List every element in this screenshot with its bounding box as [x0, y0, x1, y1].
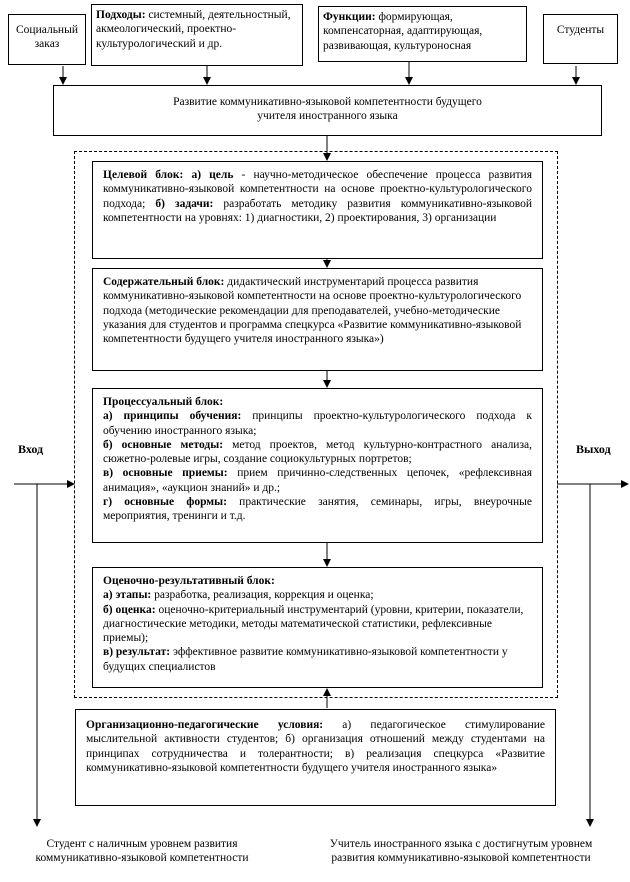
target-block-title: Целевой блок:	[103, 169, 184, 181]
process-techniques-label: в) основные приемы:	[103, 467, 228, 480]
content-block-text: дидактический инструментарий процесса развития коммуникативно-языковой компетентности на основе проектно-культурологического подхода (методические рекомендации для преподавателей, учебно-методические указания для студентов и программа спецкурса «Развитие коммуникативно-языковой компетентности будущего учителя иностранного языка»)	[103, 276, 522, 346]
content-block-title: Содержательный блок:	[103, 276, 225, 288]
evaluation-block-title: Оценочно-результативный блок:	[103, 575, 275, 587]
functions-text: формирующая, компенсаторная, адаптирующая, развивающая, культуроносная	[323, 11, 483, 52]
end-state-caption	[296, 837, 626, 865]
functions-title: Функции:	[323, 11, 376, 23]
start-state-line1: Студент с наличным уровнем развития	[46, 838, 238, 850]
approaches-text: системный, деятельностный, акмеологический, проектно-культурологический и др.	[96, 9, 291, 50]
start-state-line2: коммуникативно-языковой компетентности	[35, 852, 249, 864]
process-forms-label: г) основные формы:	[103, 496, 227, 509]
evaluation-stages-label: а) этапы:	[103, 589, 152, 602]
process-block	[92, 388, 543, 543]
evaluation-assessment-label: б) оценка:	[103, 603, 156, 616]
target-block	[92, 161, 543, 259]
main-goal-line1: Развитие коммуникативно-языковой компетентности будущего	[173, 96, 482, 108]
students-label: Студенты	[556, 24, 605, 36]
target-tasks-label: б) задачи:	[155, 197, 214, 210]
target-tasks-text: разработать методику развития коммуникативно-языковой компетентности на уровнях: 1) диагностики, 2) проектирования, 3) организации	[103, 197, 533, 224]
target-goal-label: а) цель	[191, 169, 234, 181]
organizational-conditions-text: а) педагогическое стимулирование мыслительной активности студентов; б) организация отношений между студентами на принципах сотрудничества и толерантности; в) реализация спецкурса «Развитие коммуникативно-языковой компетентности будущего учителя иностранного языка»	[86, 719, 545, 774]
target-goal-text: - научно-методическое обеспечение процесса развития коммуникативно-языковой компетентности на основе проектно-культурологического подхода;	[103, 169, 532, 210]
end-state-line1: Учитель иностранного языка с достигнутым уровнем	[329, 838, 593, 850]
process-methods-text: метод проектов, метод культурно-контрастного анализа, сюжетно-ролевые игры, создание социокультурных портретов;	[103, 438, 532, 466]
end-state-line2: развития коммуникативно-языковой компетентности	[331, 852, 591, 864]
approaches-box	[91, 4, 303, 66]
evaluation-result-label: в) результат:	[103, 646, 171, 659]
input-label: Вход	[18, 442, 44, 456]
process-block-title: Процессуальный блок:	[103, 396, 224, 408]
approaches-title: Подходы:	[96, 9, 146, 21]
organizational-conditions-title: Организационно-педагогические условия:	[86, 719, 324, 731]
main-goal-line2: учителя иностранного языка	[257, 110, 398, 123]
evaluation-stages-text: разработка, реализация, коррекция и оценка;	[151, 589, 374, 602]
evaluation-assessment-text: оценочно-критериальный инструментарий (уровни, критерии, показатели, диагностические методики, методы математической статистики, рефлексивные приемы);	[103, 603, 524, 645]
content-block	[92, 268, 543, 371]
main-goal-box	[53, 85, 602, 136]
process-principles-text: принципы проектно-культурологического подхода к обучению иностранного языка;	[103, 410, 532, 437]
organizational-conditions-block	[75, 709, 556, 806]
social-order-box	[8, 14, 86, 65]
evaluation-result-text: эффективное развитие коммуникативно-языковой компетентности у будущих специалистов	[103, 646, 508, 673]
functions-box	[318, 6, 527, 62]
process-techniques-text: прием причинно-следственных цепочек, «рефлексивная анимация», «аукцион знаний» и др.;	[103, 467, 532, 494]
process-forms-text: практические занятия, семинары, игры, внеурочные мероприятия, тренинги и т.д.	[103, 496, 532, 523]
social-order-label: Социальный заказ	[16, 24, 78, 51]
process-principles-label: а) принципы обучения:	[103, 410, 242, 423]
output-label: Выход	[576, 442, 611, 456]
students-box	[543, 14, 618, 64]
process-methods-label: б) основные методы:	[103, 438, 224, 451]
start-state-caption	[8, 837, 276, 865]
evaluation-block	[92, 567, 543, 688]
